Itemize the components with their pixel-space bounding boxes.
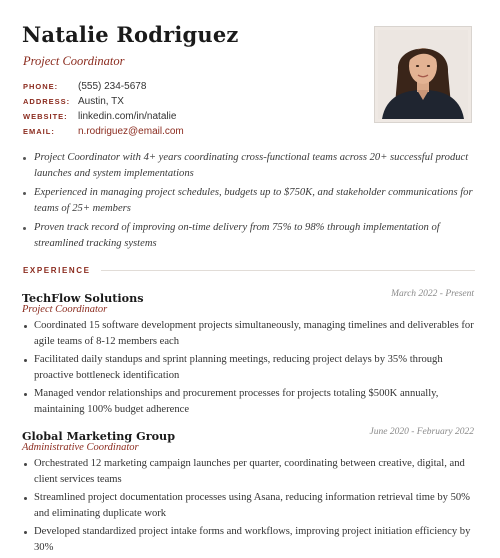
job-entry (22, 425, 474, 558)
job-entry (22, 287, 474, 420)
section-title: EXPERIENCE (23, 266, 91, 275)
job-bullet: Coordinated 15 software development projects simultaneously, managing timelines and deliverables for agile teams of 8-12 members each (22, 318, 474, 350)
job-dates: March 2022 - Present (391, 289, 474, 299)
job-bullet: Streamlined project documentation processes using Asana, reducing information retrieval time by 50% and eliminating duplicate work (22, 490, 474, 522)
contact-label: ADDRESS: (23, 97, 71, 106)
summary-item: Project Coordinator with 4+ years coordinating cross-functional teams across 20+ successful product launches and system implementations (20, 150, 478, 182)
job-bullet: Managed vendor relationships and procurement processes for projects totaling $500K annually, maintaining 100% budget adherence (22, 386, 474, 418)
job-bullets (22, 318, 474, 418)
job-bullets (22, 456, 474, 556)
company-name: Global Marketing Group (22, 429, 176, 443)
contact-block (23, 79, 184, 139)
section-divider (101, 270, 475, 271)
job-role: Administrative Coordinator (22, 442, 139, 453)
contact-label: EMAIL: (23, 127, 55, 136)
candidate-title: Project Coordinator (23, 54, 125, 68)
candidate-name: Natalie Rodriguez (22, 22, 239, 47)
portrait-image (378, 30, 468, 119)
contact-row-email (23, 124, 184, 139)
summary-item: Proven track record of improving on-time delivery from 75% to 98% through implementation of streamlined tracking systems (20, 220, 478, 252)
job-bullet: Orchestrated 12 marketing campaign launches per quarter, coordinating between creative, digital, and client services teams (22, 456, 474, 488)
email-link[interactable]: n.rodriguez@email.com (78, 126, 184, 137)
contact-label: PHONE: (23, 82, 59, 91)
contact-label: WEBSITE: (23, 112, 68, 121)
address-value: Austin, TX (78, 96, 124, 107)
website-value: linkedin.com/in/natalie (78, 111, 177, 122)
contact-row-phone (23, 79, 184, 94)
phone-value: (555) 234-5678 (78, 81, 147, 92)
summary-item: Experienced in managing project schedules, budgets up to $750K, and stakeholder communications for teams of 25+ members (20, 185, 478, 217)
profile-photo (374, 26, 472, 123)
company-name: TechFlow Solutions (22, 291, 144, 305)
job-dates: June 2020 - February 2022 (369, 427, 474, 437)
job-bullet: Facilitated daily standups and sprint planning meetings, reducing project delays by 35% through proactive bottleneck identification (22, 352, 474, 384)
contact-row-address (23, 94, 184, 109)
experience-section-header (23, 266, 475, 275)
job-role: Project Coordinator (22, 304, 108, 315)
summary-list (20, 150, 478, 255)
job-bullet: Developed standardized project intake forms and workflows, improving project initiation efficiency by 30% (22, 524, 474, 556)
contact-row-website (23, 109, 184, 124)
